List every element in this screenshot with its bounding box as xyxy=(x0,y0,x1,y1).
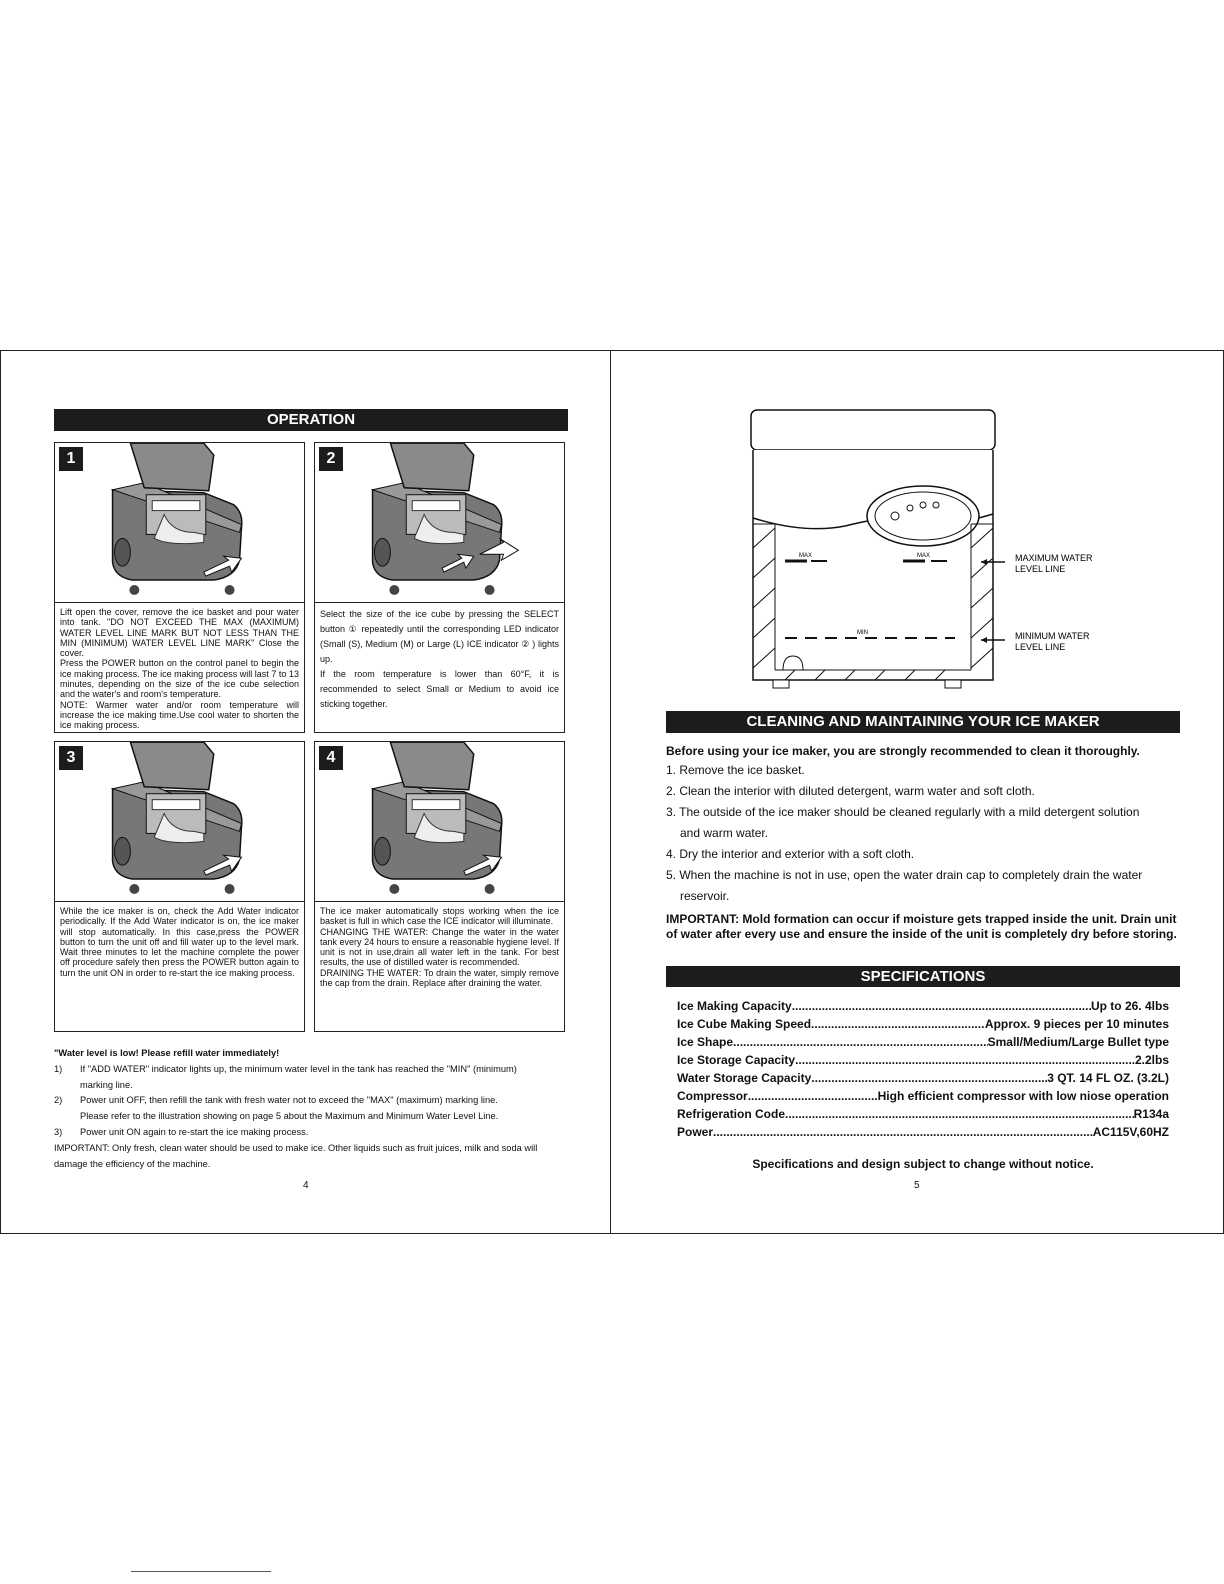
step-text-paragraph: CHANGING THE WATER: Change the water in the water tank every 24 hours to ensure a reasonable hygiene level. If unit is not in use,drain all water left in the tank. For best results, the use of distilled water is recommended. xyxy=(320,926,559,968)
spec-row xyxy=(677,1051,1169,1069)
max-mark-right: MAX xyxy=(917,553,931,559)
link-underline xyxy=(131,1571,271,1572)
spec-leader xyxy=(811,1069,1047,1087)
cleaning-step-cont: reservoir. xyxy=(680,889,730,903)
spec-value: 2.2lbs xyxy=(1134,1053,1169,1067)
page-divider xyxy=(610,350,611,1234)
step-1-text xyxy=(60,607,299,731)
operation-step-1 xyxy=(54,442,305,733)
spec-leader xyxy=(792,997,1091,1015)
spec-leader xyxy=(795,1051,1135,1069)
spec-row xyxy=(677,997,1169,1015)
spec-label: Ice Cube Making Speed xyxy=(677,1017,812,1031)
spec-label: Ice Making Capacity xyxy=(677,999,792,1013)
min-label-line-1: MINIMUM WATER xyxy=(1015,631,1090,641)
note-item xyxy=(54,1093,568,1109)
min-label-line-2: LEVEL LINE xyxy=(1015,642,1066,652)
min-mark: MIN xyxy=(857,630,868,636)
specifications-list xyxy=(677,997,1169,1141)
step-text-paragraph: While the ice maker is on, check the Add Water indicator periodically. If the Add Water indicator is on, the ice maker will stop automatically. In this case,press the POWER button to turn the unit off and fill water up to the level mark. Wait three minutes to let the machine complete the power off procedure safely then press the POWER button again to turn the unit ON in order to re-start the ice making process. xyxy=(60,906,299,978)
note-text-cont: marking line. xyxy=(80,1079,133,1090)
cleaning-step: 4. Dry the interior and exterior with a soft cloth. xyxy=(666,847,915,861)
step-number: 4 xyxy=(319,746,343,770)
spec-value: Up to 26. 4lbs xyxy=(1090,999,1169,1013)
spec-value: High efficient compressor with low niose operation xyxy=(877,1089,1169,1103)
max-label-line-2: LEVEL LINE xyxy=(1015,564,1066,574)
operation-step-3 xyxy=(54,741,305,1032)
water-level-diagram xyxy=(745,408,1145,698)
spec-row xyxy=(677,1123,1169,1141)
important-note: IMPORTANT: Only fresh, clean water should be used to make ice. Other liquids such as fruit juices, milk and soda will damage the efficiency of the machine. xyxy=(54,1142,538,1169)
spec-label: Ice Storage Capacity xyxy=(677,1053,796,1067)
spec-value: Approx. 9 pieces per 10 minutes xyxy=(984,1017,1169,1031)
note-text: Power unit OFF, then refill the tank with fresh water not to exceed the "MAX" (maximum) marking line. xyxy=(80,1095,498,1106)
note-text-cont: Please refer to the illustration showing on page 5 about the Maximum and Minimum Water Level Line. xyxy=(80,1111,499,1122)
cleaning-title: CLEANING AND MAINTAINING YOUR ICE MAKER xyxy=(666,711,1180,733)
step-text-paragraph: Lift open the cover, remove the ice basket and pour water into tank. "DO NOT EXCEED THE MAX (MAXIMUM) WATER LEVEL LINE MARK BUT NOT LESS THAN THE MIN (MINIMUM) WATER LEVEL LINE MARK" Close the cover. xyxy=(60,607,299,659)
step-text-paragraph: Press the POWER button on the control panel to begin the ice making process. The ice making process will last 7 to 13 minutes, depending on the size of the ice cube selection and the water's and room's temperature. xyxy=(60,658,299,700)
specifications-title: SPECIFICATIONS xyxy=(666,966,1180,987)
cleaning-step: 3. The outside of the ice maker should be cleaned regularly with a mild detergent solution xyxy=(666,805,1140,819)
spec-leader xyxy=(713,1123,1093,1141)
step-text-paragraph: NOTE: Warmer water and/or room temperature will increase the ice making time.Use cool water to shorten the ice making process. xyxy=(60,699,299,731)
operation-step-2 xyxy=(314,442,565,733)
cleaning-step: 5. When the machine is not in use, open the water drain cap to completely drain the water xyxy=(666,868,1143,882)
cleaning-important: IMPORTANT: Mold formation can occur if moisture gets trapped inside the unit. Drain unit of water after every use and ensure the inside of the unit is completely dry before storing. xyxy=(666,912,1177,941)
spec-row xyxy=(677,1015,1169,1033)
water-level-notes xyxy=(54,1046,568,1172)
spec-leader xyxy=(733,1033,988,1051)
spec-row xyxy=(677,1033,1169,1051)
notes-heading: "Water level is low! Please refill water immediately! xyxy=(54,1048,280,1058)
step-number: 3 xyxy=(59,746,83,770)
max-mark-left: MAX xyxy=(799,553,813,559)
note-text: Power unit ON again to re-start the ice making process. xyxy=(80,1126,309,1137)
page-number-left: 4 xyxy=(303,1180,309,1191)
note-number: 1) xyxy=(54,1063,63,1074)
spec-label: Compressor xyxy=(677,1089,748,1103)
ice-maker-illustration xyxy=(55,742,304,902)
ice-maker-illustration xyxy=(55,443,304,603)
max-label-line-1: MAXIMUM WATER xyxy=(1015,553,1093,563)
spec-label: Ice Shape xyxy=(677,1035,734,1049)
cleaning-intro: Before using your ice maker, you are strongly recommended to clean it thoroughly. xyxy=(666,744,1140,758)
step-2-text xyxy=(320,607,559,712)
cleaning-section xyxy=(666,742,1180,941)
spec-label: Refrigeration Code xyxy=(677,1107,786,1121)
cleaning-step: 1. Remove the ice basket. xyxy=(666,763,805,777)
note-number: 3) xyxy=(54,1126,63,1137)
note-number: 2) xyxy=(54,1095,63,1106)
spec-row xyxy=(677,1069,1169,1087)
spec-label: Power xyxy=(677,1125,714,1139)
step-text-paragraph: The ice maker automatically stops working when the ice basket is full in which case the ICE indicator will illuminate. xyxy=(320,906,559,927)
step-4-text xyxy=(320,906,559,988)
spec-row xyxy=(677,1087,1169,1105)
note-item xyxy=(54,1125,568,1141)
step-text-paragraph: If the room temperature is lower than 60°F, it is recommended to select Small or Medium to avoid ice sticking together. xyxy=(320,669,559,709)
step-number: 2 xyxy=(319,447,343,471)
step-text-paragraph: DRAINING THE WATER: To drain the water, simply remove the cap from the drain. Replace after draining the water. xyxy=(320,967,559,989)
step-number: 1 xyxy=(59,447,83,471)
cleaning-step-cont: and warm water. xyxy=(680,826,769,840)
ice-maker-illustration xyxy=(315,443,564,603)
cleaning-step: 2. Clean the interior with diluted detergent, warm water and soft cloth. xyxy=(666,784,1035,798)
operation-title: OPERATION xyxy=(54,409,568,431)
note-item xyxy=(54,1062,568,1078)
operation-step-4 xyxy=(314,741,565,1032)
spec-value: AC115V,60HZ xyxy=(1092,1125,1169,1139)
ice-maker-illustration xyxy=(315,742,564,902)
spec-leader xyxy=(811,1015,985,1033)
page-number-right: 5 xyxy=(914,1180,920,1191)
spec-value: R134a xyxy=(1133,1107,1169,1121)
spec-leader xyxy=(748,1087,878,1105)
note-text: If "ADD WATER" indicator lights up, the minimum water level in the tank has reached the "MIN" (minimum) xyxy=(80,1063,517,1074)
spec-row xyxy=(677,1105,1169,1123)
step-3-text xyxy=(60,906,299,978)
spec-value: Small/Medium/Large Bullet type xyxy=(987,1035,1169,1049)
spec-leader xyxy=(785,1105,1134,1123)
spec-value: 3 QT. 14 FL OZ. (3.2L) xyxy=(1047,1071,1169,1085)
step-text-paragraph: Select the size of the ice cube by pressing the SELECT button ① repeatedly until the corresponding LED indicator (Small (S), Medium (M) or Large (L) ICE indicator ② ) lights up. xyxy=(320,609,559,664)
specs-note: Specifications and design subject to change without notice. xyxy=(752,1157,1094,1171)
spec-label: Water Storage Capacity xyxy=(677,1071,812,1085)
